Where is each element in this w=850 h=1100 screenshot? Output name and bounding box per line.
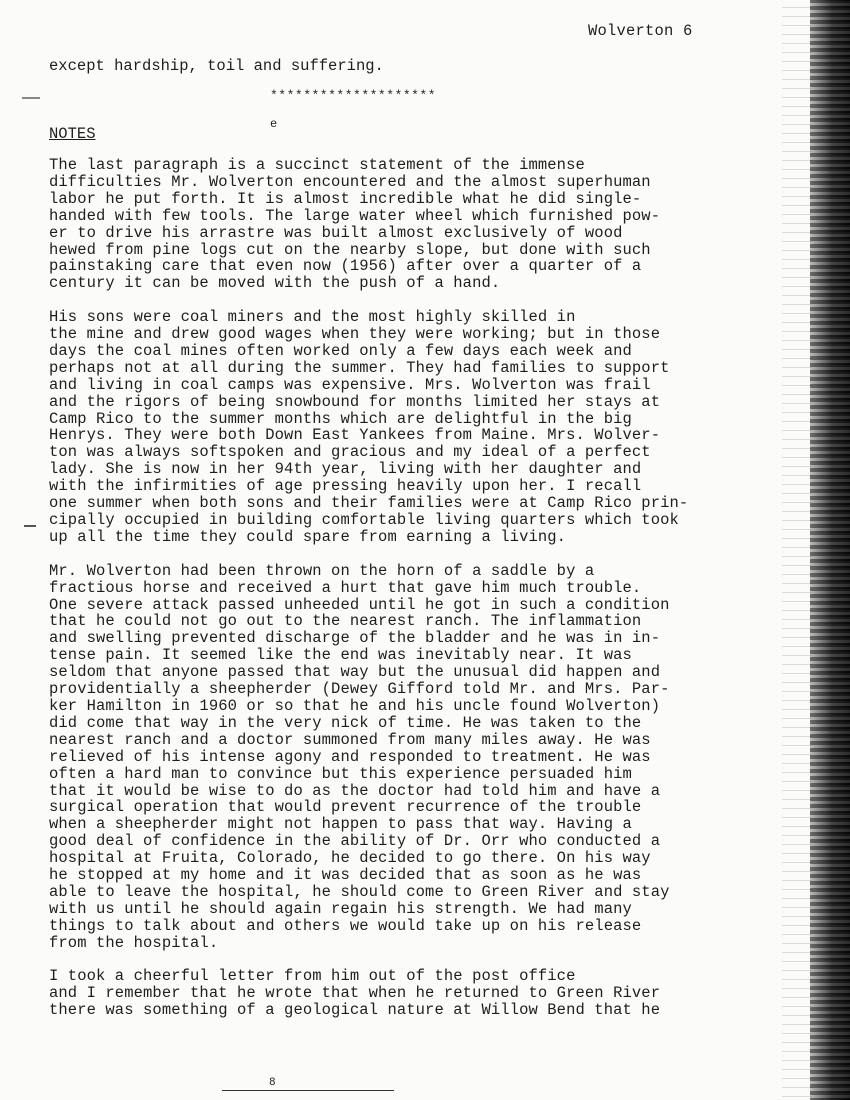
paragraph: The last paragraph is a succinct statement of the immense difficulties Mr. Wolverton encountered and the almost superhuman labor he put forth. It is almost incredible what he did single- handed with few tools. The large water wheel which furnished pow- er to drive his arrastre was built almost exclusively of wood hewed from pine logs cut on the nearby slope, but done with such painstaking care that even now (1956) after over a quarter of a century it can be moved with the push of a hand. <box>49 156 661 293</box>
footer-rule <box>222 1090 394 1091</box>
paragraph: I took a cheerful letter from him out of the post office and I remember that he wrote that when he returned to Green River there was something of a geological nature at Willow Bend that he <box>49 967 661 1020</box>
section-separator: ******************** <box>270 88 437 103</box>
margin-mark <box>24 525 36 527</box>
scan-edge-shadow <box>782 0 812 1100</box>
margin-mark <box>22 97 40 99</box>
paragraph: Mr. Wolverton had been thrown on the horn of a saddle by a fractious horse and received a hurt that gave him much trouble. One severe attack passed unheeded until he got in such a condition that he could not go out to the nearest ranch. The inflammation and swelling prevented discharge of the bladder and he was in in- tense pain. It seemed like the end was inevitably near. It was seldom that anyone passed that way but the unusual did happen and providentially a sheepherder (Dewey Gifford told Mr. and Mrs. Par- ker Hamilton in 1960 or so that he and his uncle found Wolverton) did come that way in the very nick of time. He was taken to the nearest ranch and a doctor summoned from many miles away. He was relieved of his intense agony and responded to treatment. He was often a hard man to convince but this experience persuaded him that it would be wise to do as the doctor had told him and have a surgical operation that would prevent recurrence of the trouble when a sheepherder might not happen to pass that way. Having a good deal of confidence in the ability of Dr. Orr who conducted a hospital at Fruita, Colorado, he decided to go there. On his way he stopped at my home and it was decided that as soon as he was able to leave the hospital, he should come to Green River and stay with us until he should again regain his strength. We had many things to talk about and others we would take up on his release from the hospital. <box>49 561 670 952</box>
page-header: Wolverton 6 <box>588 22 693 40</box>
continuation-line: except hardship, toil and suffering. <box>49 57 384 75</box>
stray-mark: 8 <box>269 1077 276 1089</box>
section-title: NOTES <box>49 125 96 143</box>
stray-mark: e <box>270 117 278 131</box>
scan-edge <box>810 0 850 1100</box>
notes-body <box>49 157 739 1036</box>
paragraph: His sons were coal miners and the most highly skilled in the mine and drew good wages when they were working; but in those days the coal mines often worked only a few days each week and perhaps not at all during the summer. They had families to support and living in coal camps was expensive. Mrs. Wolverton was frail and the rigors of being snowbound for months limited her stays at Camp Rico to the summer months which are delightful in the big Henrys. They were both Down East Yankees from Maine. Mrs. Wolver- ton was always softspoken and gracious and my ideal of a perfect lady. She is now in her 94th year, living with her daughter and with the infirmities of age pressing heavily upon her. I recall one summer when both sons and their families were at Camp Rico prin- cipally occupied in building comfortable living quarters which took up all the time they could spare from earning a living. <box>49 308 689 546</box>
